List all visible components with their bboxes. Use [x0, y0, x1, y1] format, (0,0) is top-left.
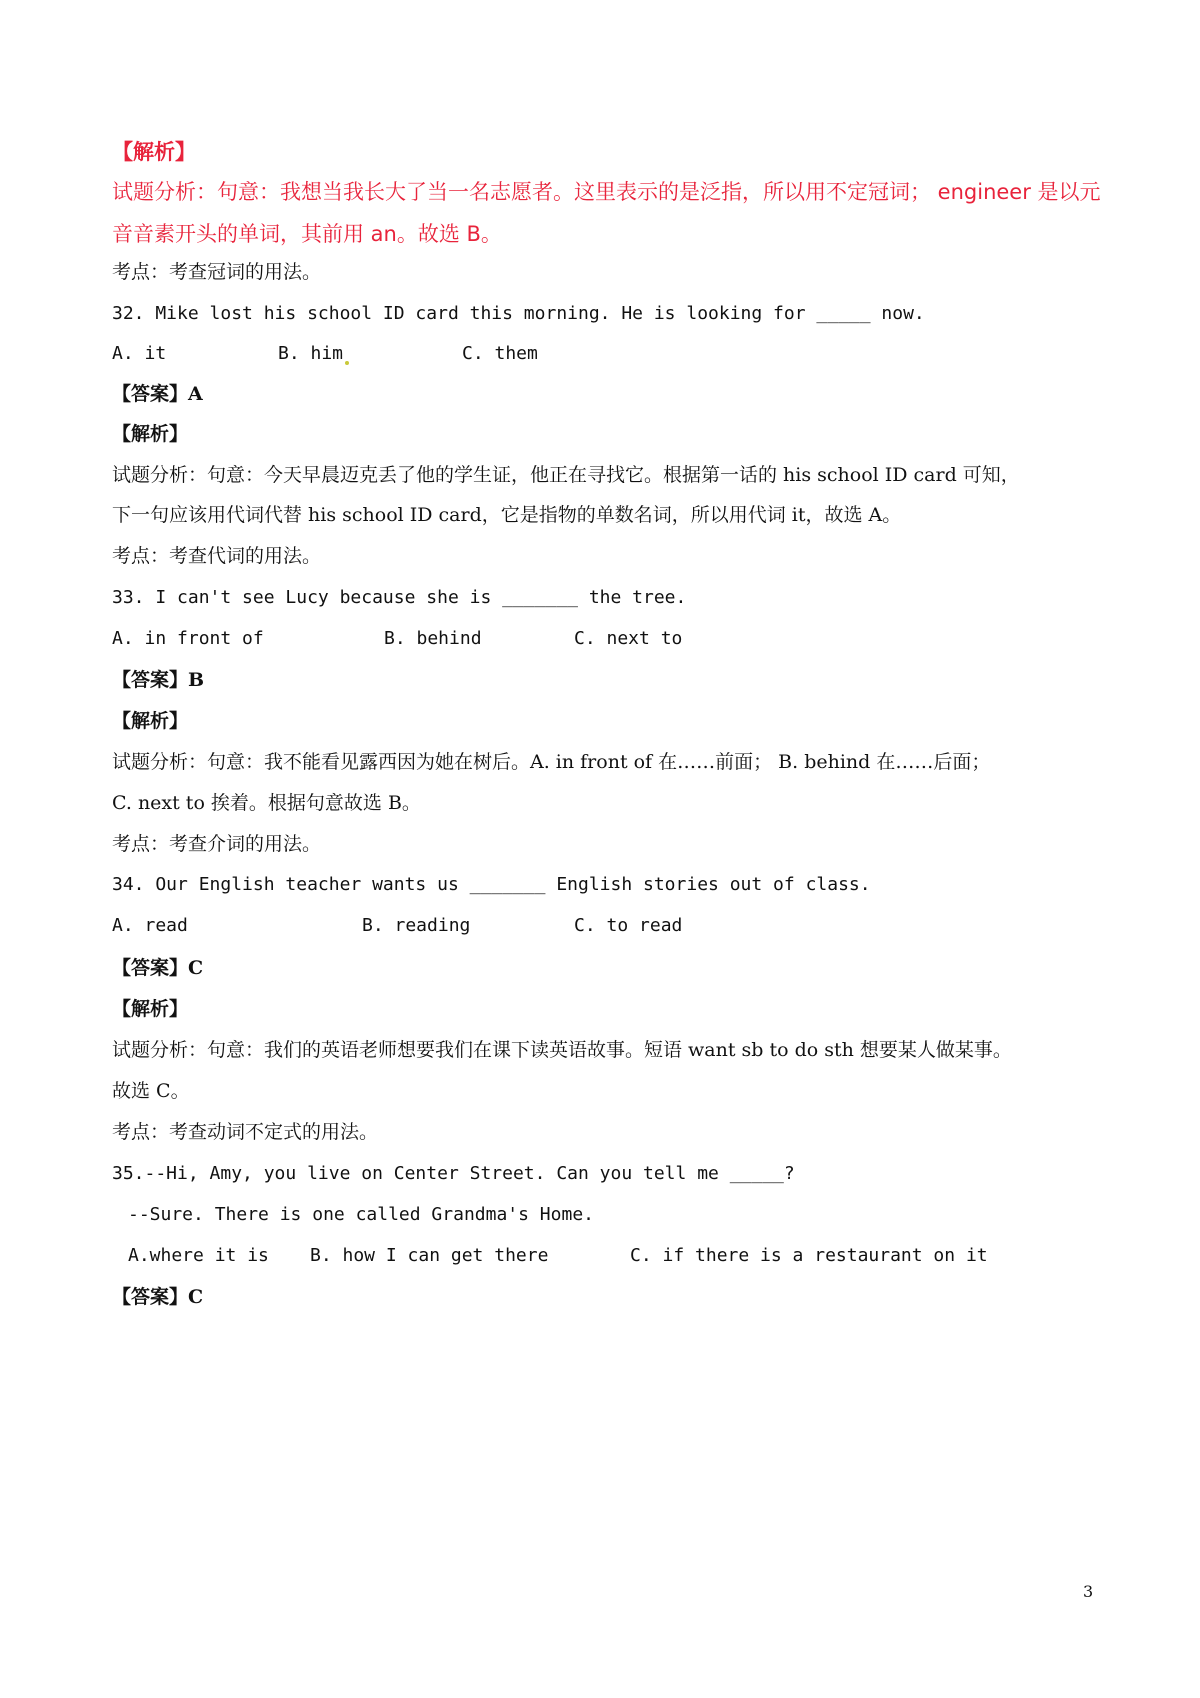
q32-option-b [278, 340, 349, 368]
jiexi-heading-red: 【解析】 [112, 139, 196, 164]
q34-jiexi-heading: 【解析】 [112, 998, 189, 1020]
q32-answer: 【答案】A [112, 383, 203, 405]
question-32: 32. Mike lost his school ID card this morning. He is looking for _____ now. [112, 303, 925, 324]
q35-option-b: B. how I can get there [310, 1245, 549, 1266]
q35-answer: 【答案】C [112, 1286, 204, 1308]
q33-analysis-line-1: 试题分析：句意：我不能看见露西因为她在树后。A. in front of 在……前面； B. behind 在……后面； [112, 751, 991, 773]
q32-option-c: C. them [462, 343, 538, 364]
q34-analysis-line-1: 试题分析：句意：我们的英语老师想要我们在课下读英语故事。短语 want sb to do sth 想要某人做某事。 [112, 1039, 1012, 1061]
question-34: 34. Our English teacher wants us _______ English stories out of class. [112, 874, 871, 895]
question-33: 33. I can't see Lucy because she is _______ the tree. [112, 587, 687, 608]
kaodian-articles: 考点：考查冠词的用法。 [112, 261, 322, 283]
q34-analysis-line-2: 故选 C。 [112, 1080, 190, 1102]
question-35: 35.--Hi, Amy, you live on Center Street. Can you tell me _____? [112, 1163, 795, 1184]
q32-kaodian: 考点：考查代词的用法。 [112, 545, 322, 567]
q34-option-c: C. to read [574, 915, 683, 936]
q33-option-c: C. next to [574, 628, 683, 649]
q32-analysis-line-1: 试题分析：句意：今天早晨迈克丢了他的学生证，他正在寻找它。根据第一话的 his school ID card 可知， [112, 464, 1020, 486]
analysis-red-paragraph: 试题分析：句意：我想当我长大了当一名志愿者。这里表示的是泛指，所以用不定冠词； engineer 是以元音音素开头的单词，其前用 an。故选 B。 [112, 180, 1101, 246]
q33-analysis-line-2: C. next to 挨着。根据句意故选 B。 [112, 792, 421, 814]
q35-reply: --Sure. There is one called Grandma's Home. [128, 1204, 594, 1225]
q33-option-b: B. behind [384, 628, 482, 649]
q33-kaodian: 考点：考查介词的用法。 [112, 833, 322, 855]
q34-kaodian: 考点：考查动词不定式的用法。 [112, 1121, 379, 1143]
q35-option-c: C. if there is a restaurant on it [630, 1245, 988, 1266]
q34-option-a: A. read [112, 915, 188, 936]
q33-jiexi-heading: 【解析】 [112, 710, 189, 732]
q34-answer: 【答案】C [112, 957, 204, 979]
q34-option-b: B. reading [362, 915, 471, 936]
q32-analysis-line-2: 下一句应该用代词代替 his school ID card，它是指物的单数名词，所以用代词 it，故选 A。 [112, 504, 902, 526]
q32-jiexi-heading: 【解析】 [112, 423, 189, 445]
q32-option-a: A. it [112, 343, 167, 364]
stray-dot-mark [345, 361, 349, 365]
q32-option-b-text: B. him [278, 343, 344, 364]
q35-option-a: A.where it is [128, 1245, 269, 1266]
q33-answer: 【答案】B [112, 669, 205, 691]
page-number: 3 [1083, 1582, 1094, 1601]
q33-option-a: A. in front of [112, 628, 264, 649]
